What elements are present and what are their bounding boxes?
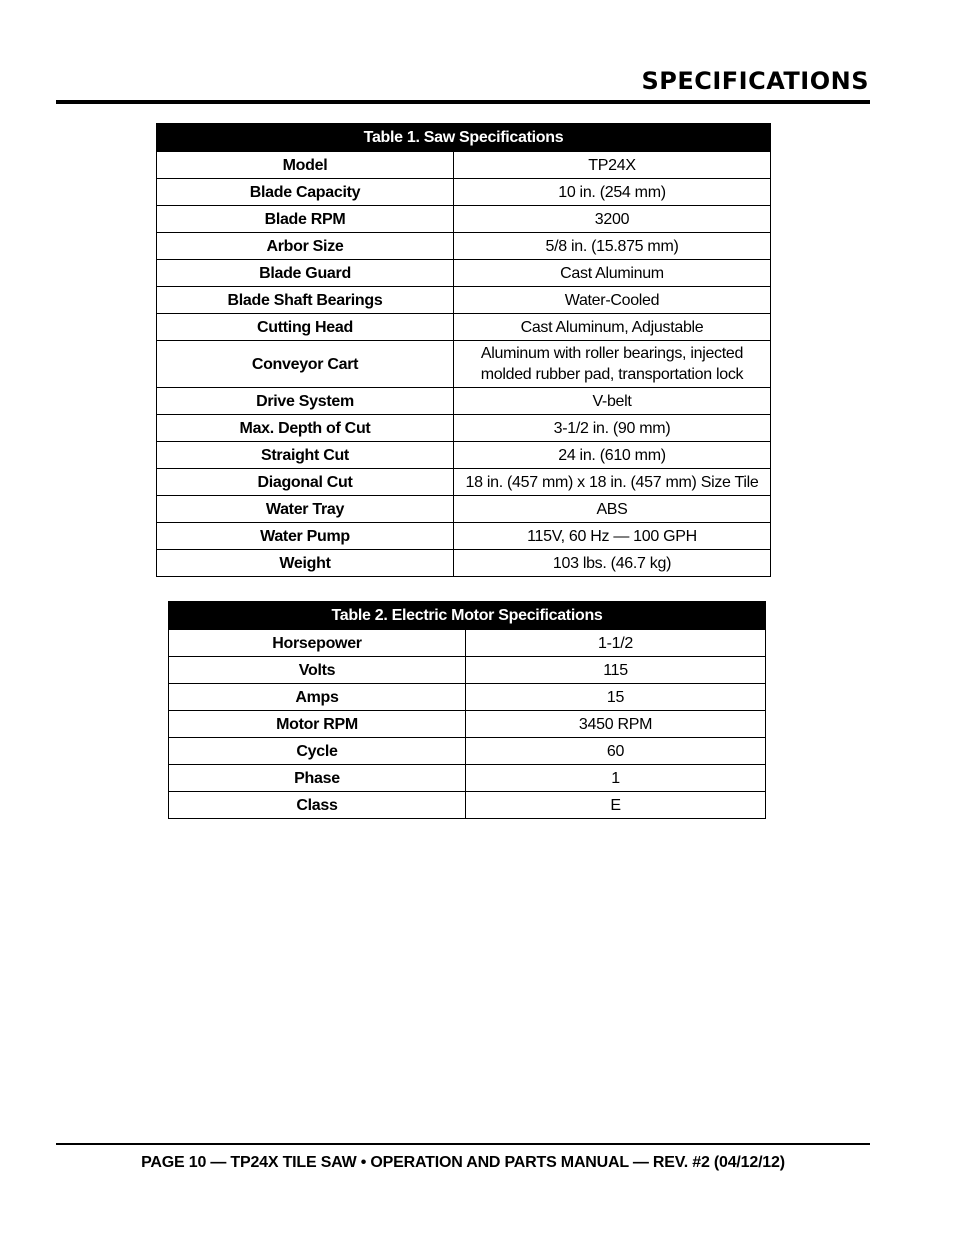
spec-value: 15 <box>466 684 766 711</box>
table-row <box>157 341 771 388</box>
spec-label: Horsepower <box>169 630 466 657</box>
spec-value: 115V, 60 Hz — 100 GPH <box>454 523 771 550</box>
spec-label: Drive System <box>157 388 454 415</box>
table-row <box>157 415 771 442</box>
spec-label: Phase <box>169 765 466 792</box>
spec-label: Water Pump <box>157 523 454 550</box>
spec-value-line: molded rubber pad, transportation lock <box>480 366 744 383</box>
table-row <box>157 314 771 341</box>
table-row <box>157 233 771 260</box>
spec-label: Volts <box>169 657 466 684</box>
spec-value: 5/8 in. (15.875 mm) <box>454 233 771 260</box>
saw-specifications-table <box>156 123 771 577</box>
spec-value: 115 <box>466 657 766 684</box>
spec-value: 18 in. (457 mm) x 18 in. (457 mm) Size Tile <box>454 469 771 496</box>
spec-value-line: Aluminum with roller bearings, injected <box>480 345 744 362</box>
spec-value: 1-1/2 <box>466 630 766 657</box>
spec-value: 1 <box>466 765 766 792</box>
table-caption: Table 2. Electric Motor Specifications <box>169 602 766 630</box>
spec-label: Diagonal Cut <box>157 469 454 496</box>
page-title: SPECIFICATIONS <box>641 67 869 95</box>
spec-label: Blade Shaft Bearings <box>157 287 454 314</box>
spec-label: Straight Cut <box>157 442 454 469</box>
table-row <box>157 496 771 523</box>
spec-label: Blade Capacity <box>157 179 454 206</box>
footer-rule <box>56 1143 870 1145</box>
table-row <box>169 711 766 738</box>
table-caption-row <box>157 124 771 152</box>
table-row <box>157 523 771 550</box>
spec-label: Conveyor Cart <box>157 341 454 388</box>
spec-label: Cutting Head <box>157 314 454 341</box>
spec-value: 10 in. (254 mm) <box>454 179 771 206</box>
table-row <box>157 206 771 233</box>
table-row <box>157 287 771 314</box>
spec-label: Arbor Size <box>157 233 454 260</box>
spec-value: Cast Aluminum <box>454 260 771 287</box>
spec-value: 103 lbs. (46.7 kg) <box>454 550 771 577</box>
table-row <box>157 388 771 415</box>
spec-value: Water-Cooled <box>454 287 771 314</box>
spec-value: 3-1/2 in. (90 mm) <box>454 415 771 442</box>
spec-value: ABS <box>454 496 771 523</box>
spec-label: Motor RPM <box>169 711 466 738</box>
spec-value: Cast Aluminum, Adjustable <box>454 314 771 341</box>
spec-value: 24 in. (610 mm) <box>454 442 771 469</box>
table-row <box>169 792 766 819</box>
electric-motor-specifications-table <box>168 601 766 819</box>
spec-label: Blade Guard <box>157 260 454 287</box>
table-row <box>157 179 771 206</box>
spec-label: Amps <box>169 684 466 711</box>
spec-label: Max. Depth of Cut <box>157 415 454 442</box>
spec-label: Model <box>157 152 454 179</box>
table-row <box>169 684 766 711</box>
table-row <box>169 657 766 684</box>
spec-value: 60 <box>466 738 766 765</box>
spec-value: E <box>466 792 766 819</box>
table-row <box>157 469 771 496</box>
table-row <box>157 152 771 179</box>
table-row <box>157 550 771 577</box>
spec-label: Class <box>169 792 466 819</box>
header-rule <box>56 100 870 104</box>
spec-label: Cycle <box>169 738 466 765</box>
spec-label: Weight <box>157 550 454 577</box>
table-row <box>169 630 766 657</box>
table-row <box>157 260 771 287</box>
page-footer: PAGE 10 — TP24X TILE SAW • OPERATION AND PARTS MANUAL — REV. #2 (04/12/12) <box>141 1154 785 1171</box>
table-row <box>169 738 766 765</box>
spec-value: 3450 RPM <box>466 711 766 738</box>
table-caption: Table 1. Saw Specifications <box>157 124 771 152</box>
table-caption-row <box>169 602 766 630</box>
table-row <box>157 442 771 469</box>
spec-label: Blade RPM <box>157 206 454 233</box>
table-row <box>169 765 766 792</box>
spec-value: 3200 <box>454 206 771 233</box>
spec-label: Water Tray <box>157 496 454 523</box>
spec-value: TP24X <box>454 152 771 179</box>
spec-value <box>454 341 771 388</box>
spec-value: V-belt <box>454 388 771 415</box>
